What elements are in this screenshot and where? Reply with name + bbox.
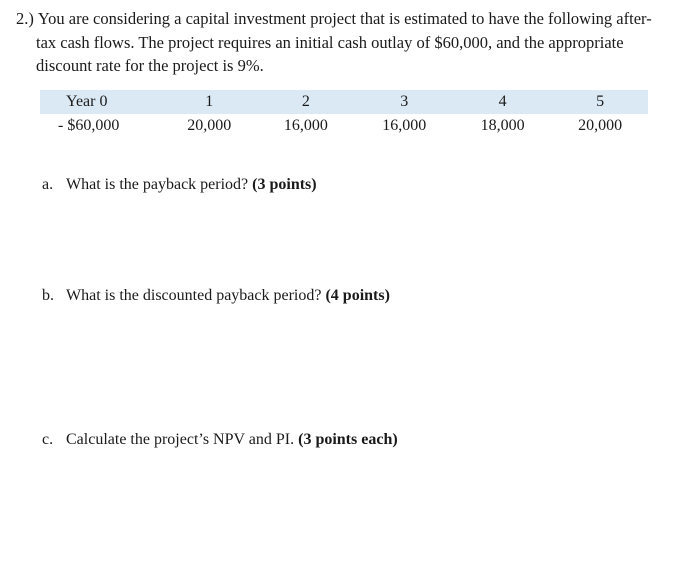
table-row	[40, 114, 648, 138]
part-b	[42, 286, 390, 306]
part-points: (3 points each)	[298, 431, 398, 448]
table-cell: 20,000	[578, 117, 623, 134]
table-cell: 20,000	[187, 117, 232, 134]
table-header-cell: 3	[355, 90, 452, 114]
question-line-1: You are considering a capital investment project that is estimated to have the following after-	[37, 9, 652, 28]
question-line-2: tax cash flows. The project requires an initial cash outlay of $60,000, and the appropriate	[36, 32, 624, 52]
question-number: 2.)	[16, 9, 34, 28]
part-letter: b.	[42, 287, 54, 304]
part-text: Calculate the project’s NPV and PI.	[66, 431, 295, 448]
question-line-3: discount rate for the project is 9%.	[36, 56, 264, 75]
part-text: What is the payback period?	[66, 176, 249, 193]
table-cell: 18,000	[480, 117, 525, 134]
table-cell: 16,000	[283, 117, 328, 134]
table-header-row	[40, 90, 648, 114]
part-text: What is the discounted payback period?	[66, 287, 322, 304]
part-letter: a.	[42, 176, 54, 193]
table-header-cell: Year 0	[40, 90, 162, 114]
table-header-cell: 2	[256, 90, 355, 114]
part-a	[42, 175, 317, 195]
part-points: (3 points)	[252, 176, 317, 193]
table-header-cell: 5	[552, 90, 648, 114]
table-header-cell: 4	[453, 90, 552, 114]
question-text	[16, 7, 686, 78]
cash-flow-table	[40, 90, 648, 138]
part-letter: c.	[42, 431, 54, 448]
table-header-cell: 1	[162, 90, 256, 114]
table-cell: - $60,000	[58, 117, 120, 134]
part-c	[42, 430, 398, 450]
part-points: (4 points)	[325, 287, 390, 304]
table-cell: 16,000	[382, 117, 427, 134]
